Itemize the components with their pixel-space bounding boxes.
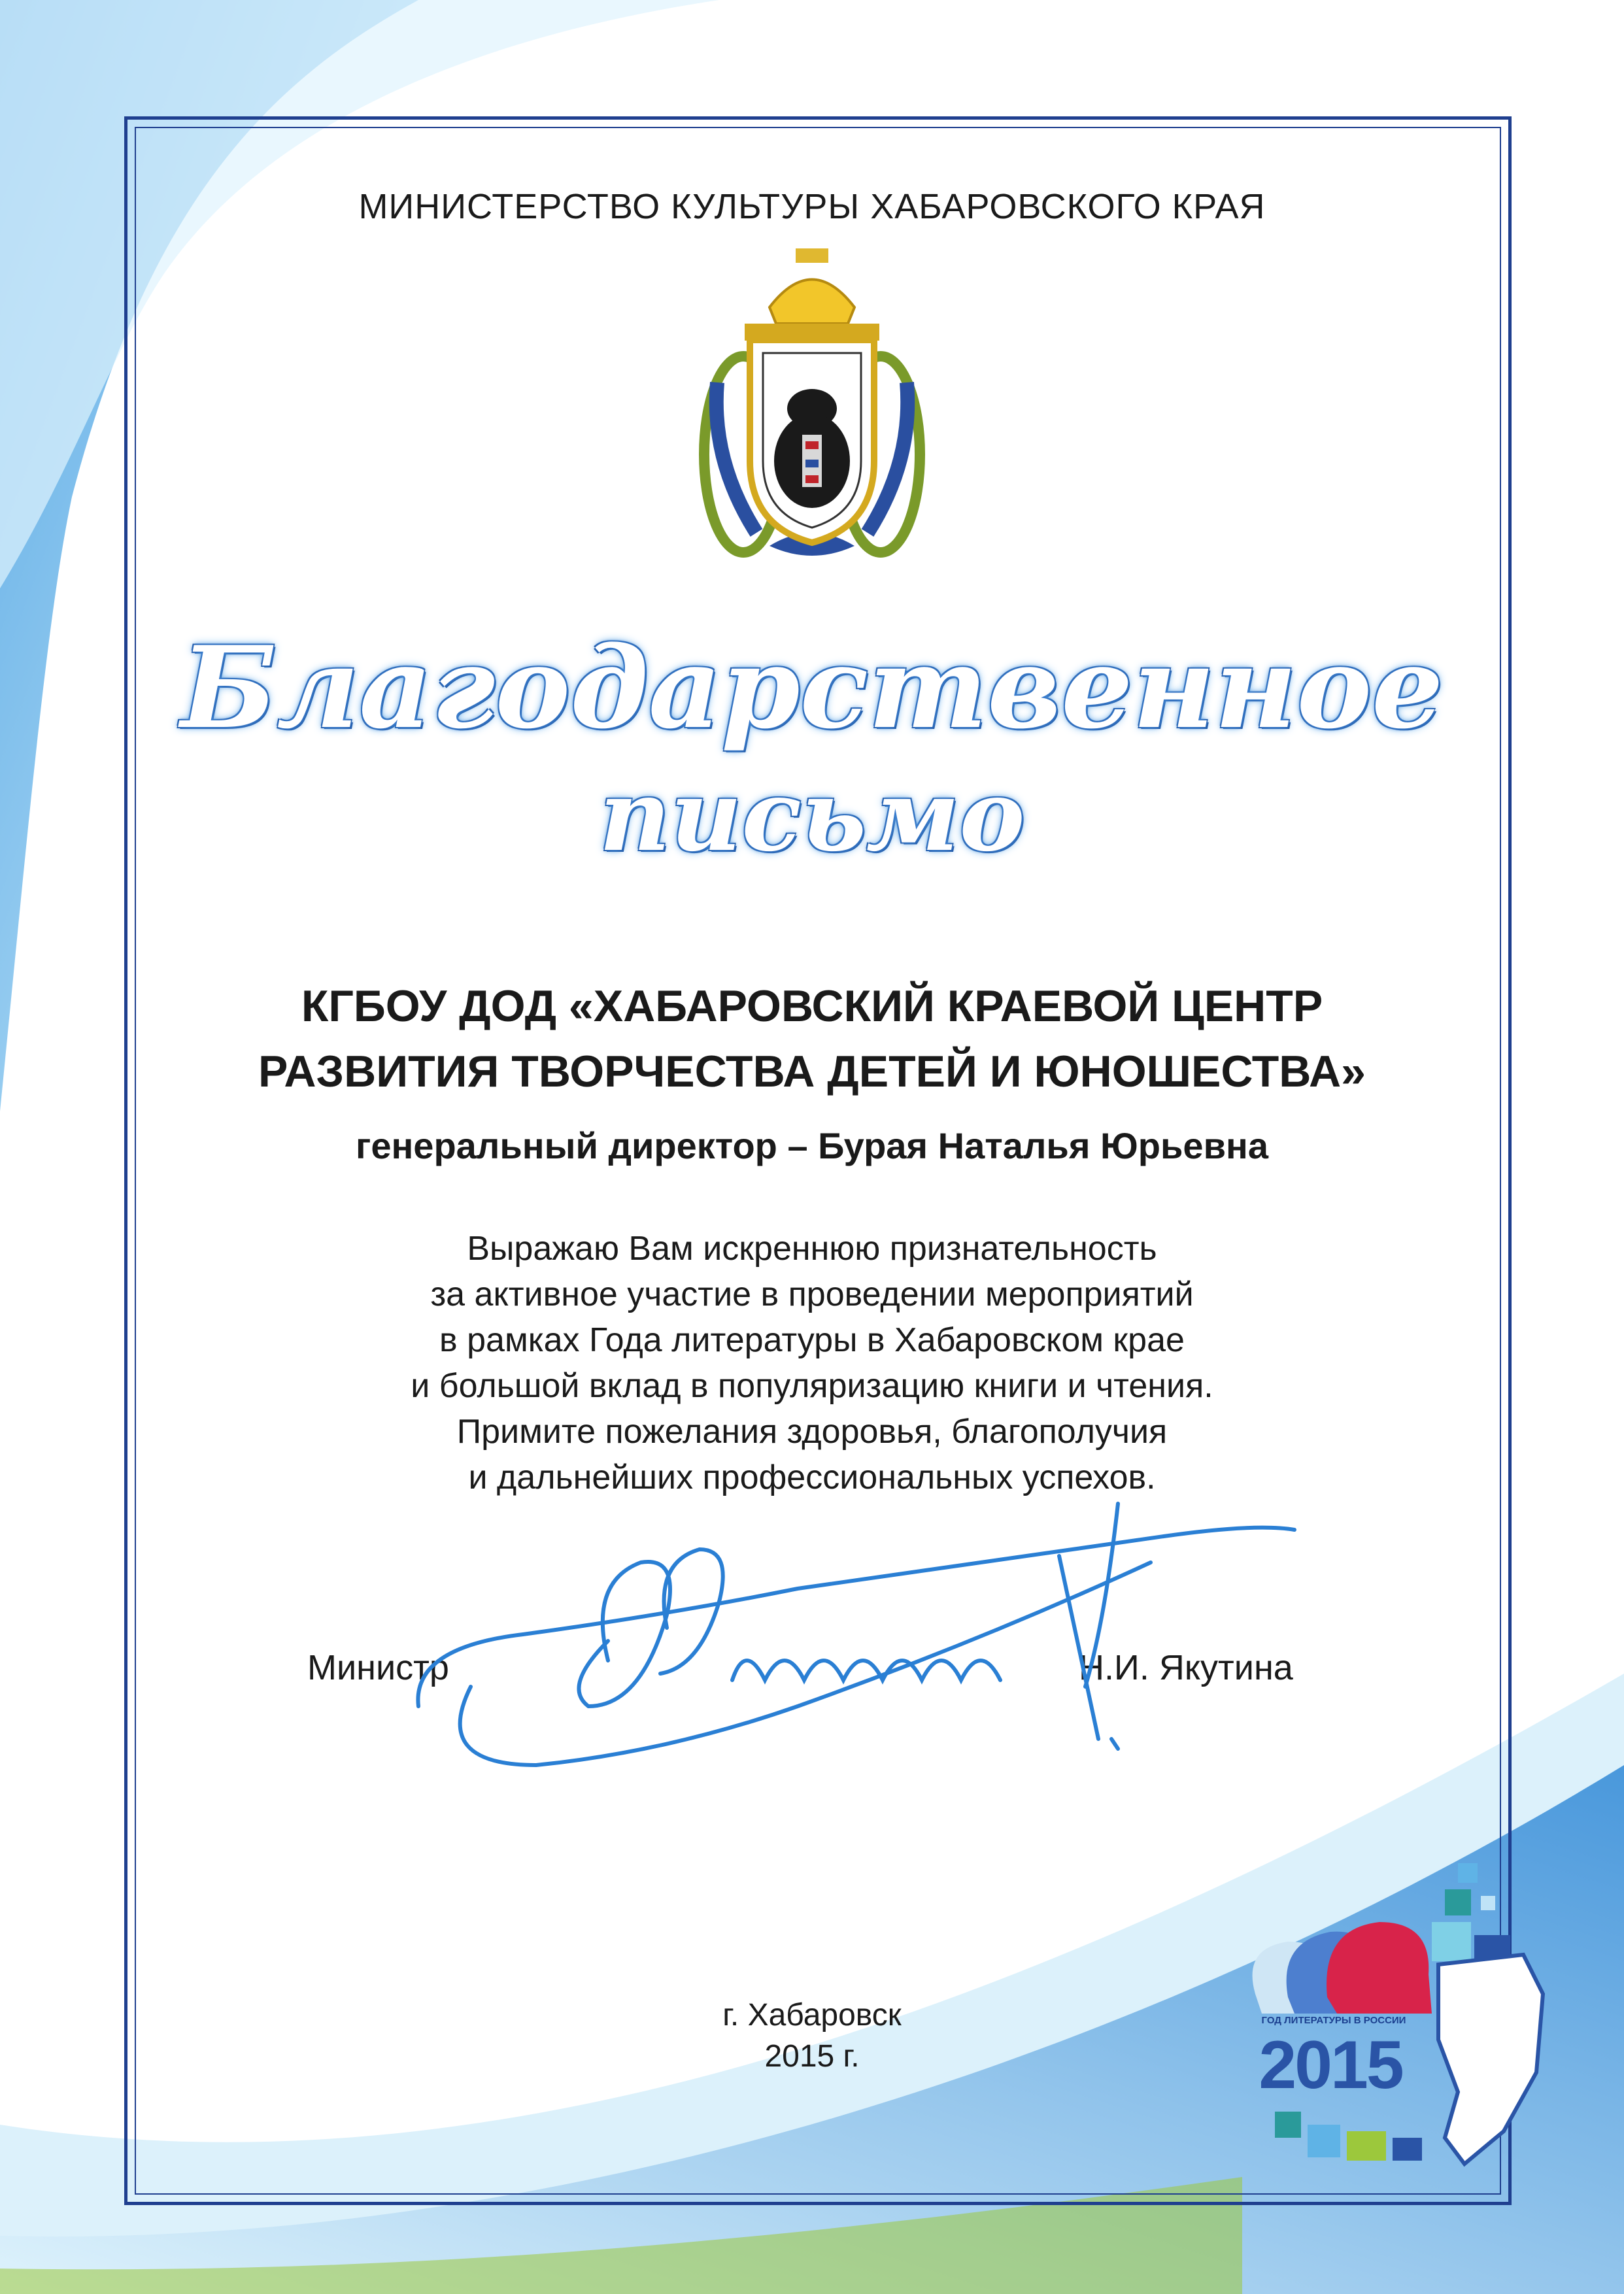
handwritten-signature <box>392 1491 1308 1791</box>
message-line: и дальнейших профессиональных успехов. <box>468 1459 1156 1496</box>
signer-name: Н.И. Якутина <box>1079 1648 1293 1687</box>
recipient-director: генеральный директор – Бурая Наталья Юрьевна <box>356 1125 1268 1166</box>
message-line: за активное участие в проведении мероприятий <box>430 1275 1194 1313</box>
footer-year: 2015 г. <box>764 2039 860 2074</box>
emblem-caption: ГОД ЛИТЕРАТУРЫ В РОССИИ <box>1261 2015 1406 2026</box>
coat-of-arms-icon <box>671 245 953 572</box>
recipient-org-line-2: РАЗВИТИЯ ТВОРЧЕСТВА ДЕТЕЙ И ЮНОШЕСТВА» <box>258 1047 1366 1096</box>
footer-city: г. Хабаровск <box>722 1998 902 2033</box>
recipient-org-line-1: КГБОУ ДОД «ХАБАРОВСКИЙ КРАЕВОЙ ЦЕНТР <box>301 981 1323 1031</box>
signer-title: Министр <box>307 1648 449 1687</box>
ministry-header: МИНИСТЕРСТВО КУЛЬТУРЫ ХАБАРОВСКОГО КРАЯ <box>358 187 1266 226</box>
title-line-2: письмо <box>599 758 1025 873</box>
message-line: Выражаю Вам искреннюю признательность <box>467 1230 1157 1268</box>
emblem-year: 2015 <box>1259 2027 1402 2103</box>
message-line: в рамках Года литературы в Хабаровском крае <box>439 1321 1185 1359</box>
title-line-1: Благодарственное <box>180 621 1444 754</box>
message-line: и большой вклад в популяризацию книги и чтения. <box>411 1367 1213 1405</box>
message-line: Примите пожелания здоровья, благополучия <box>456 1413 1168 1451</box>
